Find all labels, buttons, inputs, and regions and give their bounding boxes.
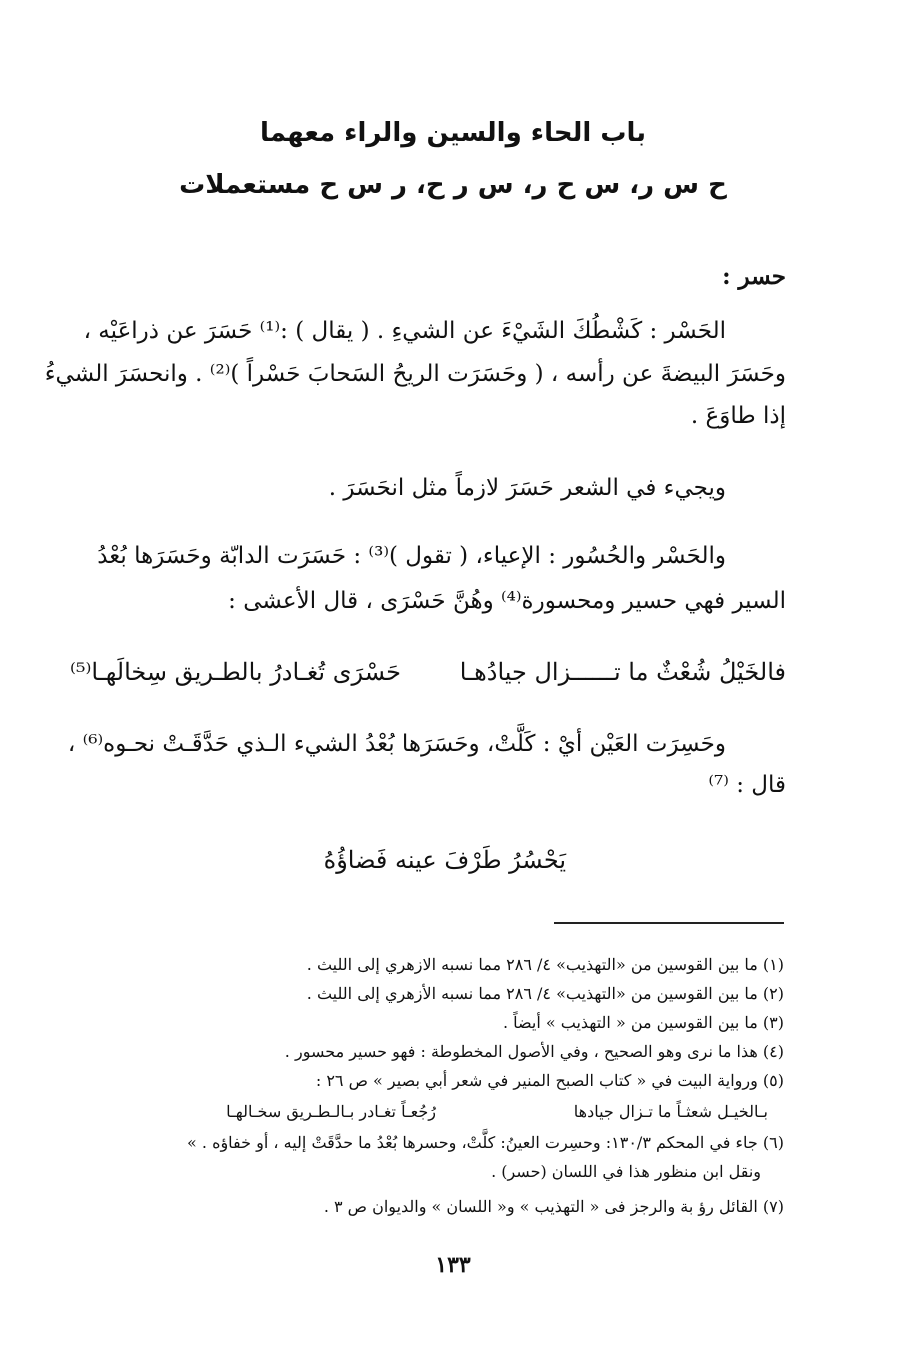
footnote-6-continuation: ونقل ابن منظور هذا في اللسان (حسر) . bbox=[491, 1162, 761, 1181]
paragraph-2: ويجيء في الشعر حَسَرَ لازماً مثل انحَسَرَ . bbox=[328, 475, 726, 501]
paragraph-3-line-2: السير فهي حسير ومحسورة⁽⁴⁾ وهُنَّ حَسْرَى ، قال الأعشى : bbox=[228, 588, 786, 614]
paragraph-1-line-3: إذا طاوَعَ . bbox=[690, 403, 786, 429]
paragraph-4-line-2: قال : ⁽⁷⁾ bbox=[708, 772, 786, 798]
footnote-verse-first-hemistich: بـالخيـل شعثـاً ما تـزال جيادها bbox=[573, 1102, 768, 1121]
verse-1-first-hemistich: فالخَيْلُ شُعْثٌ ما تــــــزال جيادُهـا bbox=[459, 658, 786, 686]
paragraph-1-line-2: وحَسَرَ البيضةَ عن رأسه ، ( وحَسَرَت الريحُ السَحابَ حَسْراً )⁽²⁾ . وانحسَرَ الشيءُ bbox=[44, 361, 786, 387]
footnote-separator bbox=[554, 922, 784, 924]
chapter-title: باب الحاء والسين والراء معهما bbox=[260, 118, 646, 148]
footnote-3: (٣) ما بين القوسين من « التهذيب » أيضاً . bbox=[502, 1013, 784, 1032]
footnote-2: (٢) ما بين القوسين من «التهذيب» ٤/ ٢٨٦ مما نسبه الأزهري إلى الليث . bbox=[306, 984, 784, 1003]
verse-2: يَحْسُرُ طَرْفَ عينه فَضاؤُهُ bbox=[323, 846, 566, 874]
footnote-7: (٧) القائل رؤ بة والرجز فى « التهذيب » و« اللسان » والديوان ص ٣ . bbox=[323, 1197, 784, 1216]
chapter-subtitle: ح س ر، س ح ر، س ر ح، ر س ح مستعملات bbox=[179, 170, 727, 200]
footnote-6: (٦) جاء في المحكم ١٣٠/٣: وحسِرت العينُ: كلَّتْ، وحسرها بُعْدُ ما حدَّقَتْ إليه ، أو خفاؤه . » bbox=[187, 1133, 784, 1152]
verse-1-second-hemistich: حَسْرَى تُغـادرُ بالطـريق سِخالَهـا⁽⁵⁾ bbox=[69, 658, 401, 686]
paragraph-3-line-1: والحَسْر والحُسُور : الإعياء، ( تقول )⁽³⁾ : حَسَرَت الدابّة وحَسَرَها بُعْدُ bbox=[97, 543, 726, 569]
page-number: ١٣٣ bbox=[435, 1252, 471, 1278]
footnote-5: (٥) ورواية البيت في « كتاب الصبح المنير في شعر أبي بصير » ص ٢٦ : bbox=[315, 1071, 784, 1090]
footnote-verse-second-hemistich: رُجُعـاً تغـادر بـالـطـريق سخـالهـا bbox=[226, 1102, 436, 1121]
paragraph-1-line-1: الحَسْر : كَشْطُكَ الشَيْءَ عن الشيءِ . ( يقال ) :⁽¹⁾ حَسَرَ عن ذراعَيْه ، bbox=[83, 318, 726, 344]
paragraph-4-line-1: وحَسِرَت العَيْن أيْ : كَلَّتْ، وحَسَرَها بُعْدُ الشيء الـذي حَدَّقَـتْ نحـوه⁽⁶⁾ ، bbox=[67, 731, 726, 757]
footnote-1: (١) ما بين القوسين من «التهذيب» ٤/ ٢٨٦ مما نسبه الازهري إلى الليث . bbox=[306, 955, 784, 974]
footnote-4: (٤) هذا ما نرى وهو الصحيح ، وفي الأصول المخطوطة : فهو حسير محسور . bbox=[284, 1042, 784, 1061]
entry-headword: حسر : bbox=[722, 263, 786, 290]
